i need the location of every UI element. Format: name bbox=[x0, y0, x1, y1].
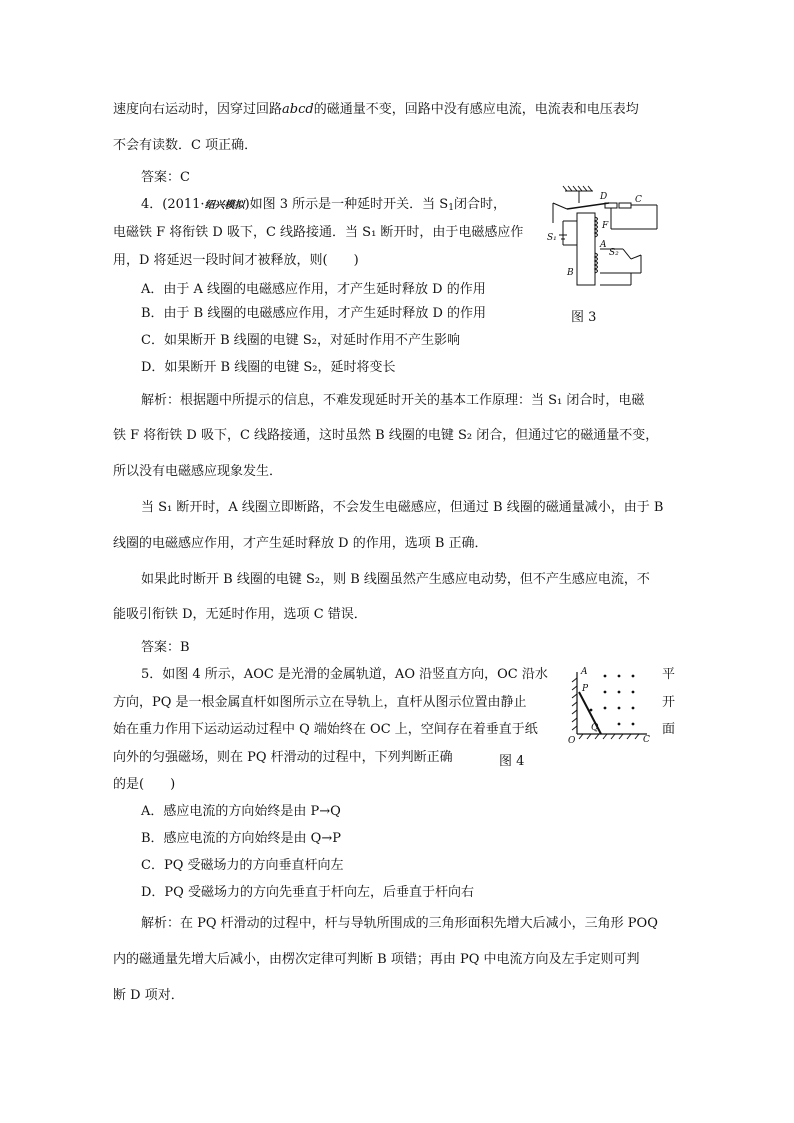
figure-3-diagram bbox=[545, 183, 665, 293]
analysis-line: 如果此时断开 B 线圈的电键 S₂，则 B 线圈虽然产生感应电动势，但不产生感应电流，不 bbox=[141, 572, 650, 587]
option-b: B．感应电流的方向始终是由 Q→P bbox=[141, 831, 341, 846]
analysis-line: 解析：在 PQ 杆滑动的过程中，杆与导轨所围成的三角形面积先增大后减小，三角形 POQ bbox=[141, 916, 658, 931]
figure-4-caption: 图 4 bbox=[499, 754, 525, 769]
question-5-line-1-end: 平 bbox=[662, 667, 676, 682]
question-5-line-2: 方向，PQ 是一根金属直杆如图所示立在导轨上，直杆从图示位置由静止 bbox=[113, 695, 527, 710]
figure-4-diagram bbox=[567, 664, 652, 744]
fig3-label-f: F bbox=[602, 221, 609, 231]
text-line: 不会有读数．C 项正确． bbox=[113, 138, 258, 153]
question-4-line-1: 4．(2011·绍兴模拟)如图 3 所示是一种延时开关．当 $S_1$闭合时， bbox=[141, 197, 506, 213]
analysis-line: 内的磁通量先增大后减小，由楞次定律可判断 B 项错；再由 PQ 中电流方向及左手定则可判 bbox=[113, 952, 640, 967]
analysis-line: 解析：根据题中所提示的信息，不难发现延时开关的基本工作原理：当 S₁ 闭合时，电磁 bbox=[141, 393, 645, 408]
source-note: 绍兴模拟 bbox=[204, 200, 245, 211]
question-5-line-3: 始在重力作用下运动运动过程中 Q 端始终在 OC 上，空间存在着垂直于纸 bbox=[113, 722, 538, 737]
question-4-line-2: 电磁铁 F 将衔铁 D 吸下，C 线路接通．当 S₁ 断开时，由于电磁感应作 bbox=[113, 225, 524, 240]
option-c: C．如果断开 B 线圈的电键 S₂，对延时作用不产生影响 bbox=[141, 333, 461, 348]
fig3-label-s2: S₂ bbox=[609, 248, 619, 258]
fig4-label-a: A bbox=[581, 667, 588, 677]
question-5-line-2-end: 开 bbox=[662, 695, 676, 710]
fig3-label-c: C bbox=[635, 195, 642, 205]
option-d: D．PQ 受磁场力的方向先垂直于杆向左，后垂直于杆向右 bbox=[141, 885, 474, 900]
fig3-label-b: B bbox=[567, 268, 574, 278]
answer-line: 答案：B bbox=[141, 640, 190, 655]
analysis-line: 线圈的电磁感应作用，才产生延时释放 D 的作用，选项 B 正确． bbox=[113, 536, 488, 551]
option-a: A．感应电流的方向始终是由 P→Q bbox=[141, 804, 341, 819]
analysis-line: 能吸引衔铁 D，无延时作用，选项 C 错误． bbox=[113, 607, 367, 622]
analysis-line: 所以没有电磁感应现象发生． bbox=[113, 464, 283, 479]
option-c: C．PQ 受磁场力的方向垂直杆向左 bbox=[141, 858, 344, 873]
question-5-line-5: 的是( ) bbox=[113, 777, 176, 792]
fig4-label-c: C bbox=[643, 735, 650, 745]
option-b: B．由于 B 线圈的电磁感应作用，才产生延时释放 D 的作用 bbox=[141, 306, 487, 321]
analysis-line: 铁 F 将衔铁 D 吸下，C 线路接通，这时虽然 B 线圈的电键 S₂ 闭合，但通过它的磁通量不变， bbox=[113, 428, 659, 443]
fig4-label-p: P bbox=[582, 684, 589, 694]
analysis-line: 当 S₁ 断开时，A 线圈立即断路，不会发生电磁感应，但通过 B 线圈的磁通量减小，由于 B bbox=[141, 500, 664, 515]
answer-line: 答案：C bbox=[141, 170, 190, 185]
analysis-line: 断 D 项对． bbox=[113, 988, 184, 1003]
figure-3-caption: 图 3 bbox=[571, 310, 597, 325]
fig4-label-o: O bbox=[568, 736, 576, 746]
fig3-label-a: A bbox=[600, 240, 607, 250]
question-4-line-3: 用，D 将延迟一段时间才被释放，则( ) bbox=[113, 253, 359, 268]
fig4-label-q: Q bbox=[591, 723, 599, 733]
question-5-line-3-end: 面 bbox=[662, 722, 676, 737]
option-d: D．如果断开 B 线圈的电键 S₂，延时将变长 bbox=[141, 360, 396, 375]
fig3-label-d: D bbox=[600, 192, 608, 202]
question-5-line-4: 向外的匀强磁场，则在 PQ 杆滑动的过程中，下列判断正确 bbox=[113, 750, 453, 765]
option-a: A．由于 A 线圈的电磁感应作用，才产生延时释放 D 的作用 bbox=[141, 282, 486, 297]
fig3-label-s1: S₁ bbox=[547, 233, 557, 243]
question-5-line-1: 5．如图 4 所示，AOC 是光滑的金属轨道，AO 沿竖直方向，OC 沿水 bbox=[141, 667, 548, 682]
text-line: 速度向右运动时，因穿过回路abcd的磁通量不变，回路中没有感应电流，电流表和电压表均 bbox=[113, 102, 639, 117]
